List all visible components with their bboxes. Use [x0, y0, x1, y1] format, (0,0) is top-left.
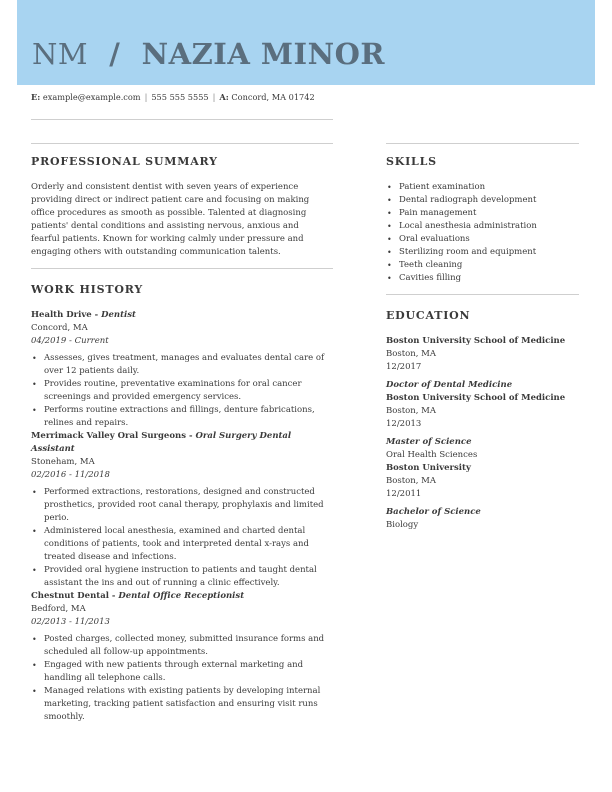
bullet-line: treated disease and infections. [44, 552, 177, 562]
bullet-line: Performs routine extractions and fillings, denture fabrications, [44, 405, 315, 415]
email-value: example@example.com [42, 92, 141, 102]
contact-line [31, 92, 315, 102]
skill-item: • Patient examination [386, 181, 579, 194]
job-entry [31, 590, 333, 724]
header-band [17, 0, 595, 85]
position: Oral Surgery Dental [195, 431, 292, 441]
company-name: Health Drive [31, 310, 92, 320]
candidate-name [32, 37, 385, 71]
school-name: Boston University School of Medicine [386, 336, 566, 346]
list-item [31, 564, 333, 590]
bullet-line: Engaged with new patients through external marketing and [44, 660, 304, 670]
skills-list [386, 181, 579, 285]
divider [31, 119, 333, 120]
job-entry [31, 430, 333, 590]
summary-line: Orderly and consistent dentist with seven years of experience [31, 182, 299, 192]
degree-name: Master of Science [386, 437, 472, 447]
summary-line: engaging others with outstanding communication talents. [31, 247, 281, 257]
summary-line: fearful patients. Known for working calmly under pressure and [31, 234, 304, 244]
list-item [31, 633, 333, 659]
bullet-line: assistant the ins and out of running a clinic effectively. [44, 578, 280, 588]
bullet-line: perio. [44, 513, 69, 523]
contact-separator: | [144, 92, 148, 102]
bullet-line: Provided oral hygiene instruction to patients and taught dental [44, 565, 317, 575]
name-initials: NM [32, 37, 89, 71]
graduation-date: 12/2013 [386, 419, 422, 429]
full-name: NAZIA MINOR [141, 37, 385, 71]
education-entry [386, 379, 579, 431]
field-of-study: Biology [386, 520, 419, 530]
education-entry [386, 436, 579, 501]
skill-item: • Local anesthesia administration [386, 220, 579, 233]
degree-name: Doctor of Dental Medicine [386, 380, 513, 390]
list-item [31, 525, 333, 564]
company-name: Merrimack Valley Oral Surgeons [31, 431, 186, 441]
bullet-line: scheduled all follow-up appointments. [44, 647, 208, 657]
skills-heading: SKILLS [386, 155, 437, 168]
address-label: A: [219, 92, 229, 102]
skill-item: • Pain management [386, 207, 579, 220]
job-location: Stoneham, MA [31, 457, 95, 467]
bullet-line: marketing, tracking patient satisfaction and ensuring visit runs [44, 699, 318, 709]
education-entry [386, 335, 579, 374]
education-heading: EDUCATION [386, 309, 471, 322]
contact-separator: | [212, 92, 216, 102]
list-item [31, 486, 333, 525]
job-dates: 02/2013 - 11/2013 [31, 617, 110, 627]
job-bullets [31, 352, 333, 430]
address-value: Concord, MA 01742 [231, 92, 315, 102]
work-history-heading: WORK HISTORY [31, 283, 143, 296]
summary-line: patients' dental conditions and assisting nervous, anxious and [31, 221, 299, 231]
bullet-line: Administered local anesthesia, examined and charted dental [44, 526, 306, 536]
email-label: E: [31, 92, 41, 102]
bullet-line: handling all telephone calls. [44, 673, 166, 683]
phone-value: 555 555 5555 [151, 92, 209, 102]
summary-heading: PROFESSIONAL SUMMARY [31, 155, 218, 168]
graduation-date: 12/2017 [386, 362, 422, 372]
education-entry [386, 506, 579, 532]
graduation-date: 12/2011 [386, 489, 422, 499]
bullet-line: relines and repairs. [44, 418, 129, 428]
title-separator: - [185, 431, 196, 441]
job-location: Concord, MA [31, 323, 88, 333]
bullet-line: Provides routine, preventative examinations for oral cancer [44, 379, 302, 389]
school-location: Boston, MA [386, 406, 436, 416]
bullet-line: smoothly. [44, 712, 85, 722]
skill-item: • Oral evaluations [386, 233, 579, 246]
right-column [386, 143, 579, 532]
job-title [31, 590, 333, 603]
left-column [31, 143, 333, 724]
job-bullets [31, 486, 333, 590]
position: Dentist [101, 310, 136, 320]
job-title [31, 309, 333, 322]
title-separator: - [108, 591, 119, 601]
bullet-line: prosthetics, provided root canal therapy, prophylaxis and limited [44, 500, 324, 510]
list-item [31, 378, 333, 404]
bullet-line: over 12 patients daily. [44, 366, 140, 376]
school-location: Boston, MA [386, 476, 436, 486]
skill-item: • Cavities filling [386, 272, 579, 285]
list-item [31, 352, 333, 378]
bullet-line: conditions of patients, took and interpreted dental x-rays and [44, 539, 309, 549]
position: Assistant [31, 444, 75, 454]
job-dates: 02/2016 - 11/2018 [31, 470, 110, 480]
job-bullets [31, 633, 333, 724]
bullet-line: Posted charges, collected money, submitted insurance forms and [44, 634, 325, 644]
summary-line: providing direct or indirect patient care and focusing on making [31, 195, 310, 205]
list-item [31, 659, 333, 685]
bullet-line: screenings and provided emergency services. [44, 392, 242, 402]
summary-text [31, 181, 333, 259]
list-item [31, 404, 333, 430]
skill-item: • Dental radiograph development [386, 194, 579, 207]
bullet-line: Assesses, gives treatment, manages and evaluates dental care of [44, 353, 325, 363]
name-divider: / [109, 37, 121, 71]
list-item [31, 685, 333, 724]
skill-item: • Sterilizing room and equipment [386, 246, 579, 259]
job-location: Bedford, MA [31, 604, 86, 614]
school-location: Boston, MA [386, 349, 436, 359]
skill-item: • Teeth cleaning [386, 259, 579, 272]
degree-name: Bachelor of Science [386, 507, 481, 517]
bullet-line: Managed relations with existing patients by developing internal [44, 686, 321, 696]
bullet-line: Performed extractions, restorations, designed and constructed [44, 487, 315, 497]
company-name: Chestnut Dental [31, 591, 109, 601]
position: Dental Office Receptionist [118, 591, 245, 601]
school-name: Boston University [386, 463, 471, 473]
summary-line: office procedures as smooth as possible. Talented at diagnosing [31, 208, 307, 218]
job-dates: 04/2019 - Current [31, 336, 109, 346]
field-of-study: Oral Health Sciences [386, 450, 478, 460]
school-name: Boston University School of Medicine [386, 393, 566, 403]
title-separator: - [91, 310, 102, 320]
job-title [31, 430, 333, 456]
job-entry [31, 309, 333, 430]
